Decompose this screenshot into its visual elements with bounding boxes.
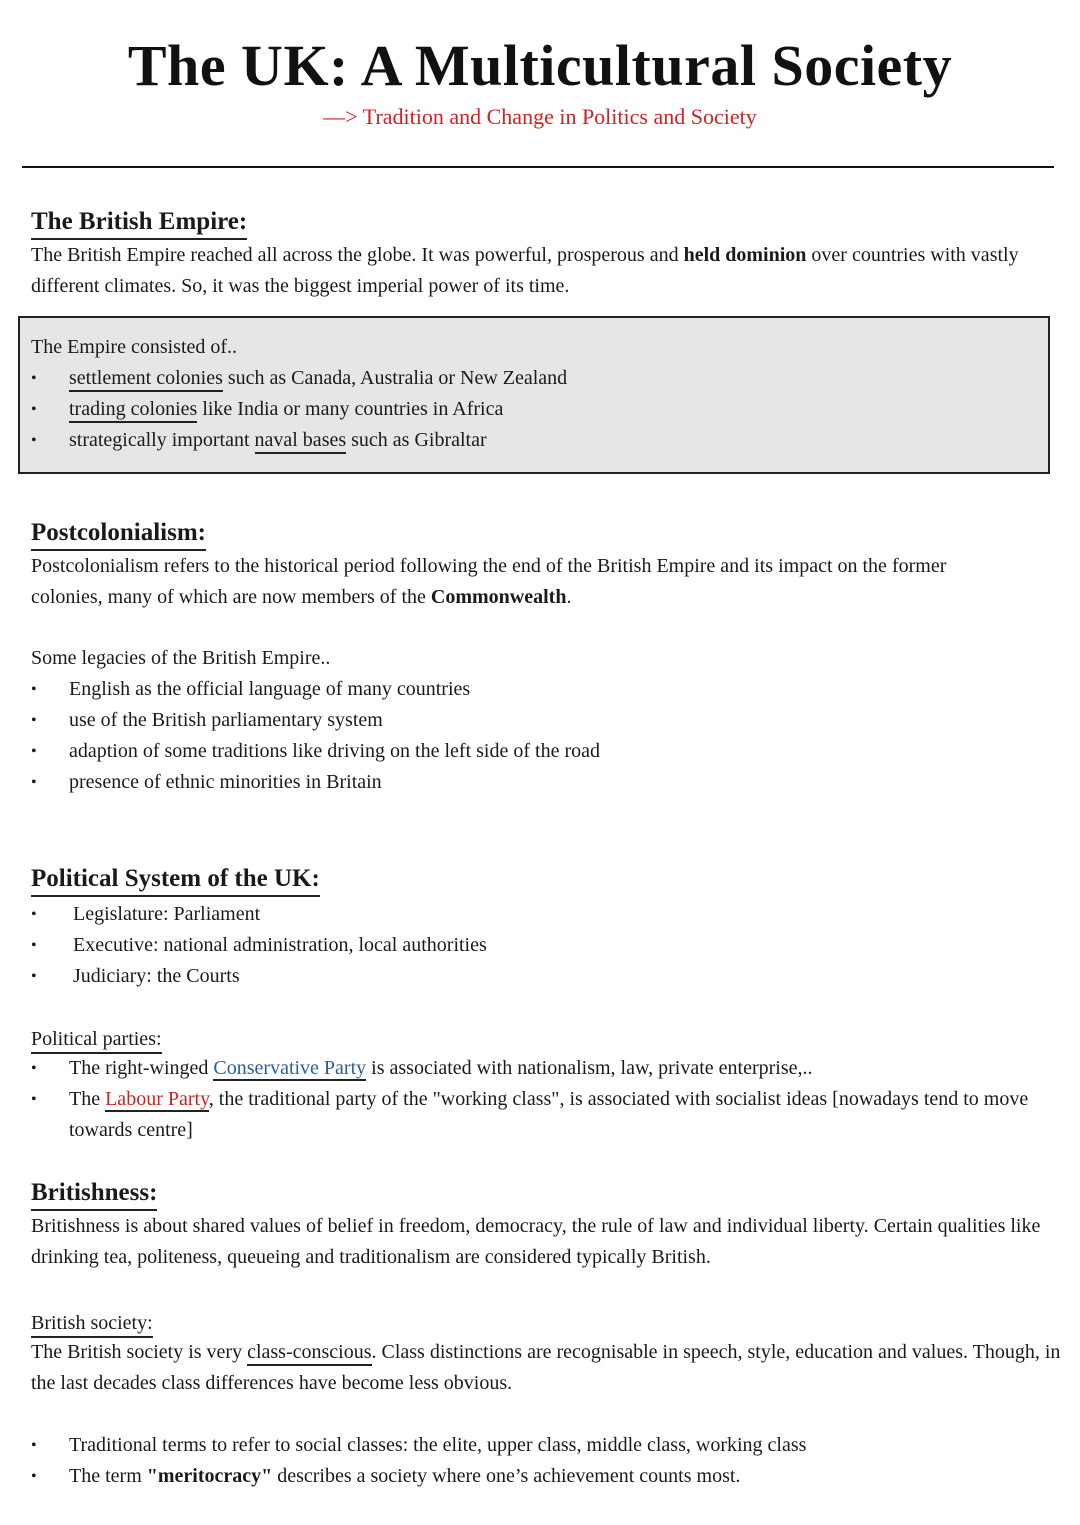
society-text-1: The British society is very (31, 1341, 248, 1363)
list-item (31, 1084, 1031, 1146)
list-item (31, 363, 567, 394)
list-item (31, 1461, 1071, 1492)
list-item: • presence of ethnic minorities in Britain (31, 767, 600, 798)
list-item: • Traditional terms to refer to social classes: the elite, upper class, middle class, working class (31, 1430, 1071, 1461)
labour-party-name: Labour Party (105, 1088, 209, 1110)
parties-list (31, 1053, 1031, 1146)
branches-list (31, 899, 487, 992)
meritocracy-prefix: The term (69, 1465, 147, 1487)
conservative-prefix: The right-winged (69, 1057, 214, 1079)
list-item: • adaption of some traditions like driving on the left side of the road (31, 736, 600, 767)
britishness-paragraph: Britishness is about shared values of belief in freedom, democracy, the rule of law and individual liberty. Certain qualities like drinking tea, politeness, queueing and traditionalism are considered typically British. (31, 1215, 1041, 1268)
list-item (31, 425, 567, 456)
postcolonialism-text-2: . (566, 586, 572, 608)
list-item (31, 394, 567, 425)
item-suffix: like India or many countries in Africa (197, 398, 504, 420)
political-heading: Political System of the UK: (31, 863, 320, 897)
meritocracy-suffix: describes a society where one’s achievement counts most. (272, 1465, 741, 1487)
list-item: • English as the official language of many countries (31, 674, 600, 705)
item-term: naval bases (255, 429, 347, 454)
list-item: • Executive: national administration, local authorities (31, 930, 487, 961)
empire-list (31, 363, 567, 456)
conservative-party-name: Conservative Party (213, 1057, 367, 1079)
postcolonialism-text-1: Postcolonialism refers to the historical period following the end of the British Empire and its impact on the former colonies, many of which are now members of the (31, 555, 947, 608)
list-item: • use of the British parliamentary system (31, 705, 600, 736)
item-term: trading colonies (69, 398, 197, 423)
empire-box-intro: The Empire consisted of.. (31, 336, 238, 358)
item-suffix: such as Canada, Australia or New Zealand (222, 367, 568, 389)
conservative-suffix: is associated with nationalism, law, private enterprise,.. (366, 1057, 813, 1079)
list-item (31, 1053, 1031, 1084)
postcolonialism-heading: Postcolonialism: (31, 517, 206, 551)
empire-text-1: The British Empire reached all across the globe. It was powerful, prosperous and (31, 244, 684, 266)
empire-paragraph (31, 240, 1071, 302)
list-item: • Legislature: Parliament (31, 899, 487, 930)
list-item: • Judiciary: the Courts (31, 961, 487, 992)
meritocracy-term: "meritocracy" (146, 1465, 273, 1487)
legacies-list (31, 674, 600, 798)
empire-text-bold: held dominion (683, 244, 807, 266)
postcolonialism-paragraph (31, 551, 1021, 613)
society-term: class-conscious (247, 1341, 371, 1366)
item-suffix: such as Gibraltar (346, 429, 487, 451)
empire-heading: The British Empire: (31, 206, 247, 240)
postcolonialism-text-bold: Commonwealth (430, 586, 567, 608)
society-paragraph (31, 1337, 1061, 1399)
labour-prefix: The (69, 1088, 106, 1110)
legacies-intro: Some legacies of the British Empire.. (31, 647, 331, 669)
empire-text-2: over countries with vastly different climates. So, it was the biggest imperial power of its time. (31, 244, 1019, 297)
page-subtitle: —> Tradition and Change in Politics and Society (323, 104, 757, 129)
society-heading: British society: (31, 1310, 153, 1338)
item-prefix: strategically important (69, 429, 255, 451)
britishness-heading: Britishness: (31, 1177, 157, 1211)
labour-suffix: , the traditional party of the "working class", is associated with socialist ideas [nowadays tend to move towards centre] (69, 1088, 1029, 1141)
item-term: settlement colonies (69, 367, 223, 392)
society-list (31, 1430, 1071, 1492)
page-title: The UK: A Multicultural Society (127, 33, 953, 98)
title-divider (22, 166, 1054, 168)
society-text-2: . Class distinctions are recognisable in speech, style, education and values. Though, in the last decades class differences have become less obvious. (31, 1341, 1061, 1394)
parties-heading: Political parties: (31, 1026, 162, 1054)
